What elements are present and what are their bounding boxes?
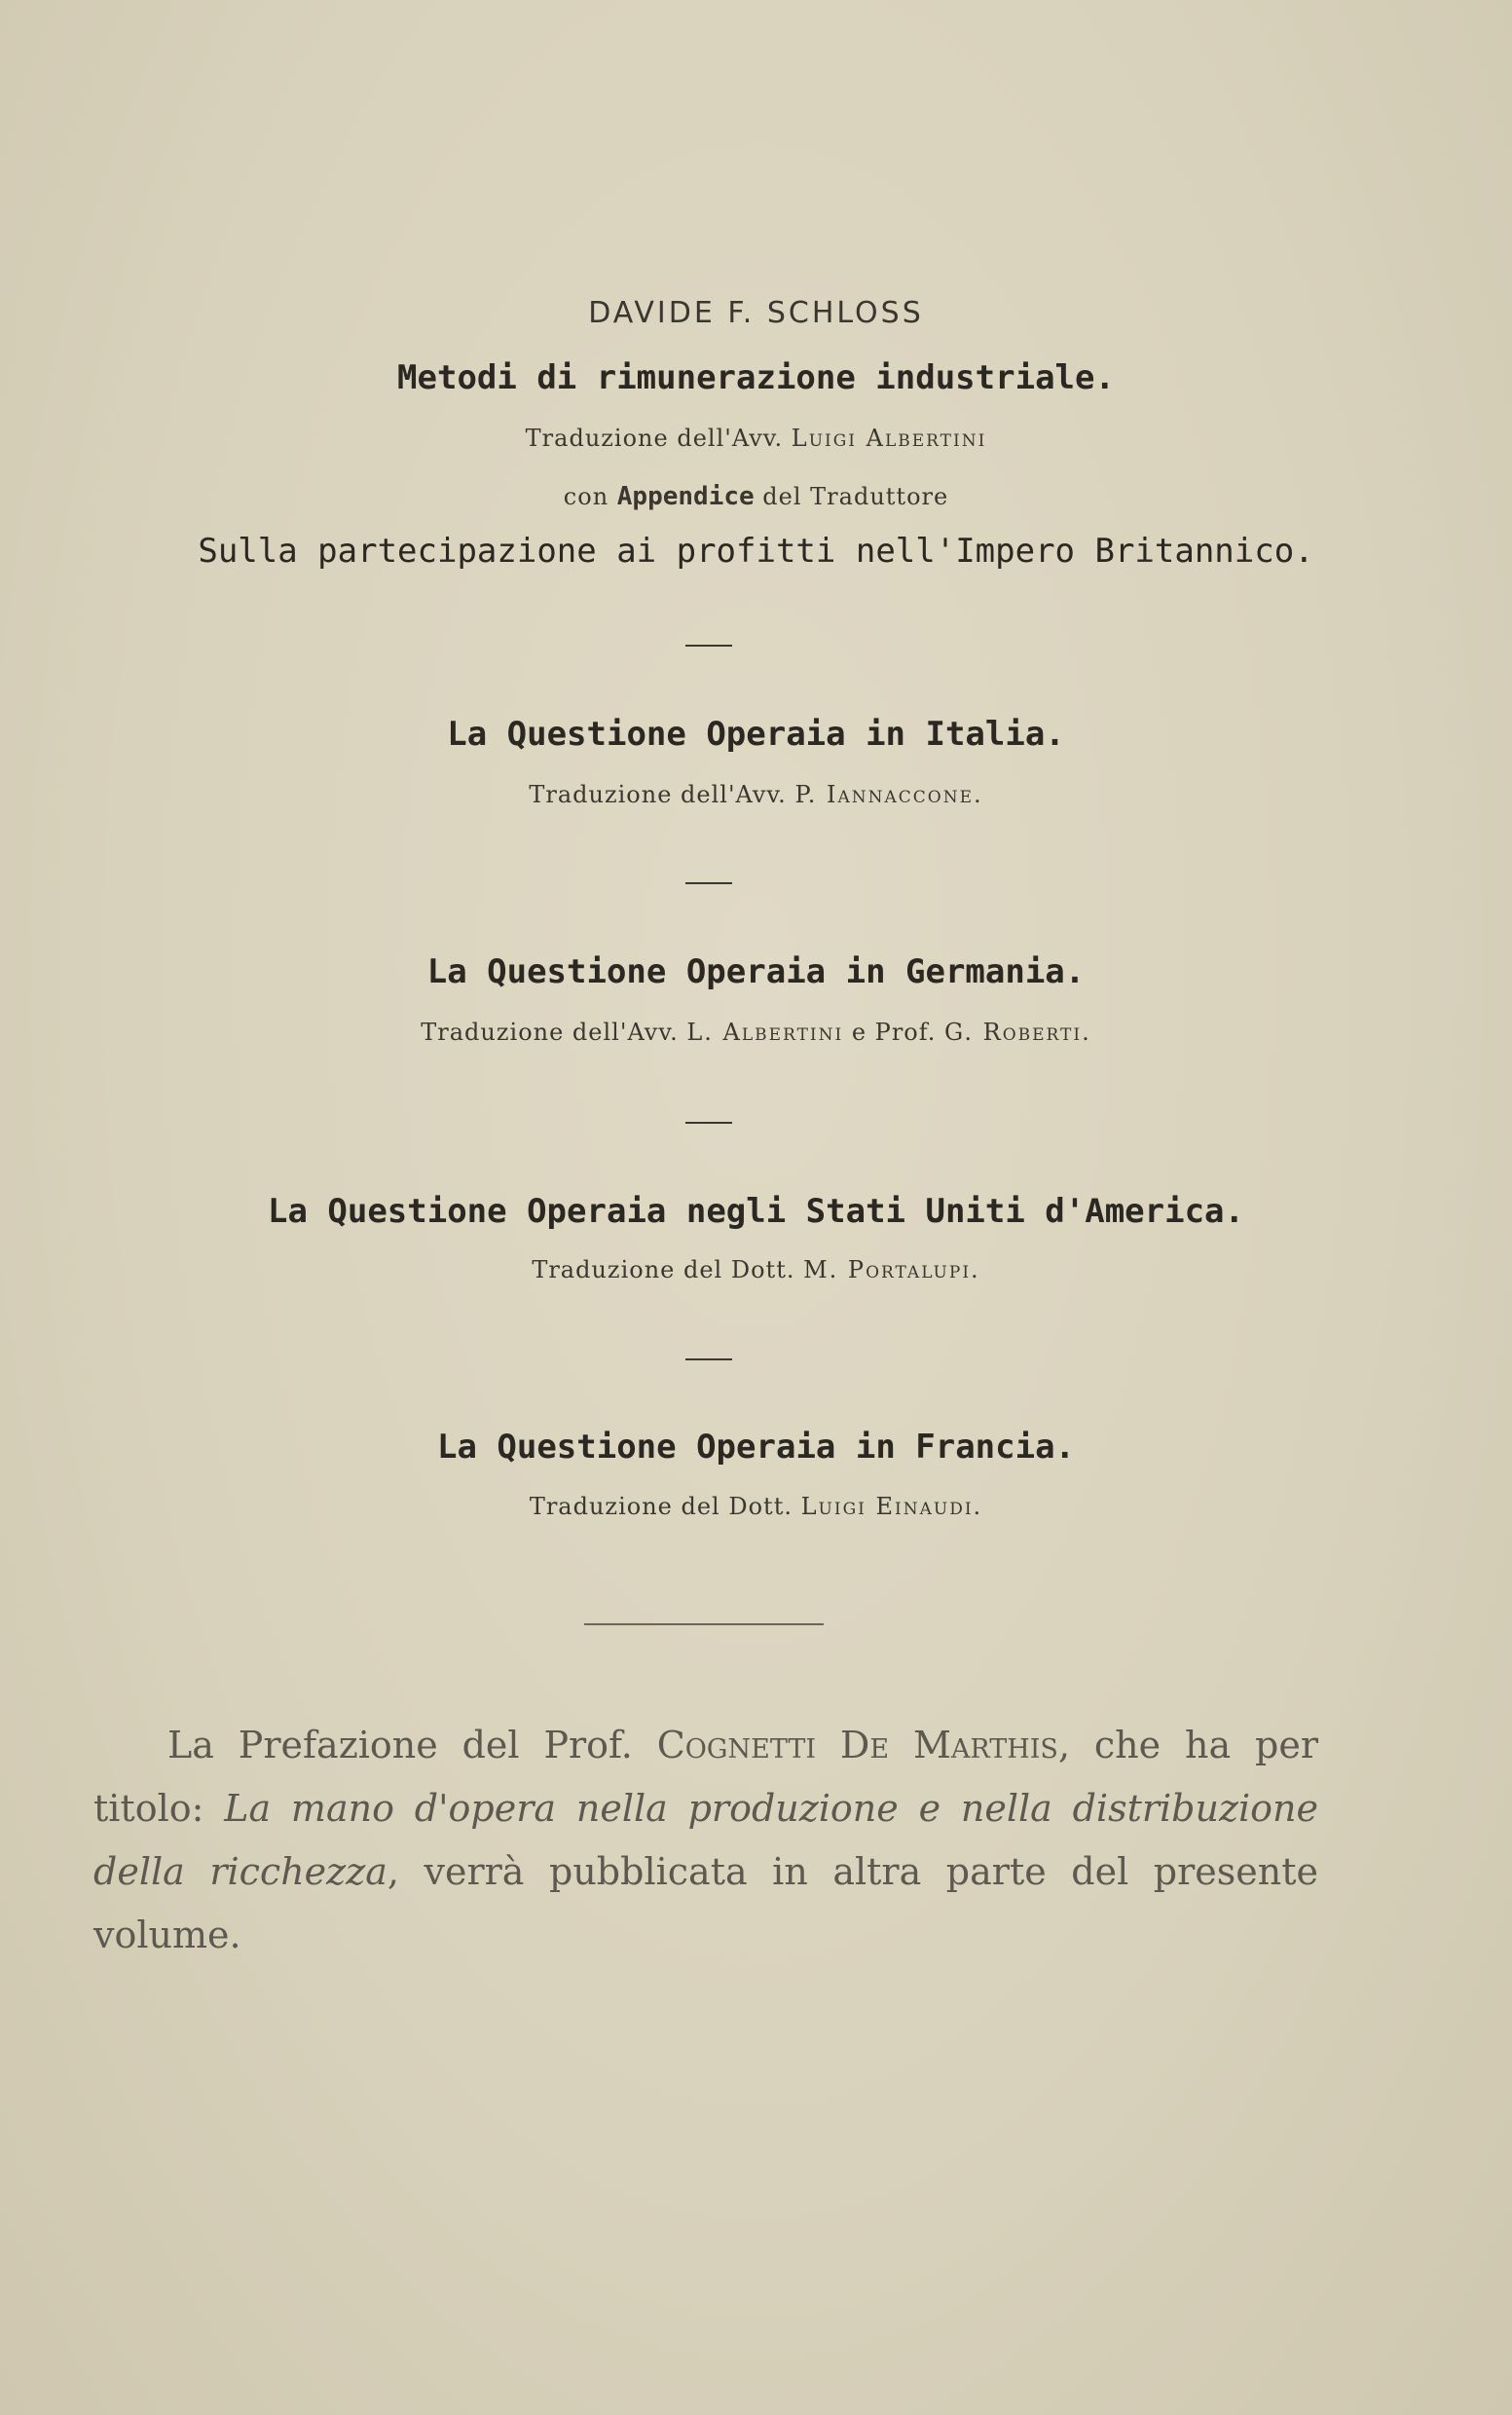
preface-note [93, 1714, 1318, 1967]
translation-prefix: Traduzione dell'Avv. [529, 781, 795, 808]
preface-work-title: La mano d'opera nella produzione e nella distribuzione della ricchezza [93, 1787, 1318, 1893]
book-title-francia: La Questione Operaia in Francia. [436, 1428, 1076, 1467]
note-text-1: La Prefazione del Prof. [167, 1724, 657, 1766]
translator-name: L. Albertini [686, 1019, 844, 1046]
section-divider [685, 645, 732, 647]
translator-name: Luigi Einaudi. [800, 1493, 983, 1520]
book-title-germania: La Questione Operaia in Germania. [426, 952, 1086, 991]
section-divider [685, 882, 732, 884]
book-translator-line [0, 1493, 1512, 1520]
book-title-stati-uniti: La Questione Operaia negli Stati Uniti d'America. [267, 1192, 1245, 1231]
closing-rule [584, 1623, 824, 1625]
translation-prefix: Traduzione dell'Avv. [525, 425, 792, 452]
preface-author: Cognetti De Marthis [656, 1724, 1058, 1766]
appendix-post: del Traduttore [754, 483, 949, 510]
book-translator-line [0, 425, 1512, 452]
note-text-3: , verrà pubblicata in altra parte del presente volume. [93, 1850, 1318, 1956]
book-translator-line [0, 1019, 1512, 1046]
section-divider [685, 1358, 732, 1360]
section-divider [685, 1122, 732, 1124]
translator-name: M. Portalupi. [803, 1256, 980, 1283]
translator-name: G. Roberti. [944, 1019, 1091, 1046]
appendix-pre: con [563, 483, 617, 510]
translator-name: Luigi Albertini [791, 425, 987, 452]
book-translator-line [0, 1256, 1512, 1283]
note-text-2: , che ha per titolo: [93, 1724, 1318, 1830]
author-name: DAVIDE F. SCHLOSS [588, 296, 924, 330]
book-translator-line [0, 781, 1512, 808]
appendix-title: Sulla partecipazione ai profitti nell'Impero Britannico. [198, 532, 1314, 571]
translator-joiner: e Prof. [843, 1019, 945, 1046]
translation-prefix: Traduzione del Dott. [529, 1493, 801, 1520]
book-title-metodi: Metodi di rimunerazione industriale. [397, 358, 1115, 397]
appendix-word: Appendice [616, 482, 755, 511]
translation-prefix: Traduzione dell'Avv. [421, 1019, 687, 1046]
book-title-italia: La Questione Operaia in Italia. [447, 715, 1065, 754]
appendix-line [0, 482, 1512, 511]
translator-name: P. Iannaccone. [794, 781, 983, 808]
translation-prefix: Traduzione del Dott. [532, 1256, 804, 1283]
